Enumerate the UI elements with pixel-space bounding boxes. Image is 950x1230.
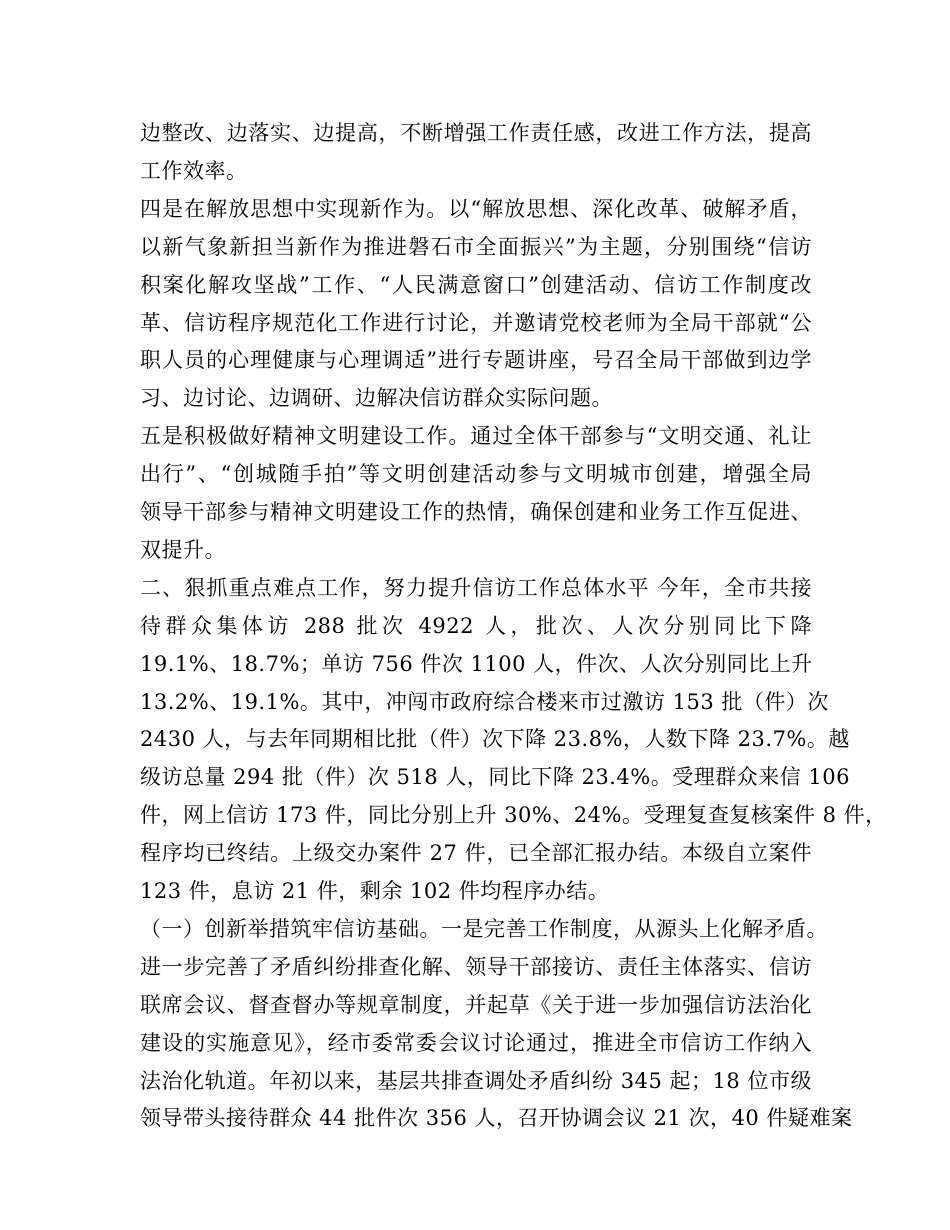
text-line: 出行”、“创城随手拍”等文明创建活动参与文明城市创建，增强全局 <box>140 462 812 487</box>
text-line: 工作效率。 <box>140 158 248 183</box>
text-line: 联席会议、督查督办等规章制度，并起草《关于进一步加强信访法治化 <box>140 992 812 1017</box>
text-line: 五是积极做好精神文明建设工作。通过全体干部参与“文明交通、礼让 <box>140 424 812 449</box>
text-line: 边整改、边落实、边提高，不断增强工作责任感，改进工作方法，提高 <box>140 121 812 145</box>
text-line: 程序均已终结。上级交办案件 27 件，已全部汇报办结。本级自立案件 <box>140 841 812 866</box>
text-line: 二、狠抓重点难点工作，努力提升信访工作总体水平 今年，全市共接 <box>140 575 812 600</box>
text-line: 习、边讨论、边调研、边解决信访群众实际问题。 <box>140 386 613 411</box>
text-line: 2430 人，与去年同期相比批（件）次下降 23.8%，人数下降 23.7%。越 <box>140 727 850 752</box>
text-line: 19.1%、18.7%；单访 756 件次 1100 人，件次、人次分别同比上升 <box>140 651 813 676</box>
text-line: （一）创新举措筑牢信访基础。一是完善工作制度，从源头上化解矛盾。 <box>140 916 828 941</box>
text-line: 级访总量 294 批（件）次 518 人，同比下降 23.4%。受理群众来信 106 <box>140 765 851 790</box>
text-line: 进一步完善了矛盾纠纷排查化解、领导干部接访、责任主体落实、信访 <box>140 954 812 979</box>
text-line: 以新气象新担当新作为推进磐石市全面振兴”为主题，分别围绕“信访 <box>140 234 812 259</box>
text-line: 职人员的心理健康与心理调适”进行专题讲座，号召全局干部做到边学 <box>140 348 812 373</box>
text-line: 法治化轨道。年初以来，基层共排查调处矛盾纠纷 345 起；18 位市级 <box>140 1068 812 1093</box>
text-line: 待群众集体访 288 批次 4922 人，批次、人次分别同比下降 <box>140 613 812 638</box>
text-line: 双提升。 <box>140 537 226 562</box>
text-line: 123 件，息访 21 件，剩余 102 件均程序办结。 <box>140 879 610 903</box>
text-line: 建设的实施意见》，经市委常委会议讨论通过，推进全市信访工作纳入 <box>140 1030 812 1055</box>
text-line: 13.2%、19.1%。其中，冲闯市政府综合楼来市过激访 153 批（件）次 <box>140 689 829 714</box>
text-line: 革、信访程序规范化工作进行讨论，并邀请党校老师为全局干部就“公 <box>140 310 812 335</box>
text-line: 领导干部参与精神文明建设工作的热情，确保创建和业务工作互促进、 <box>140 500 812 524</box>
text-line: 四是在解放思想中实现新作为。以“解放思想、深化改革、破解矛盾， <box>140 196 812 221</box>
text-line: 领导带头接待群众 44 批件次 356 人，召开协调会议 21 次，40 件疑难案 <box>140 1106 853 1131</box>
text-line: 件，网上信访 173 件，同比分别上升 30%、24%。受理复查复核案件 8 件， <box>140 803 887 828</box>
text-line: 积案化解攻坚战”工作、“人民满意窗口”创建活动、信访工作制度改 <box>140 272 812 297</box>
